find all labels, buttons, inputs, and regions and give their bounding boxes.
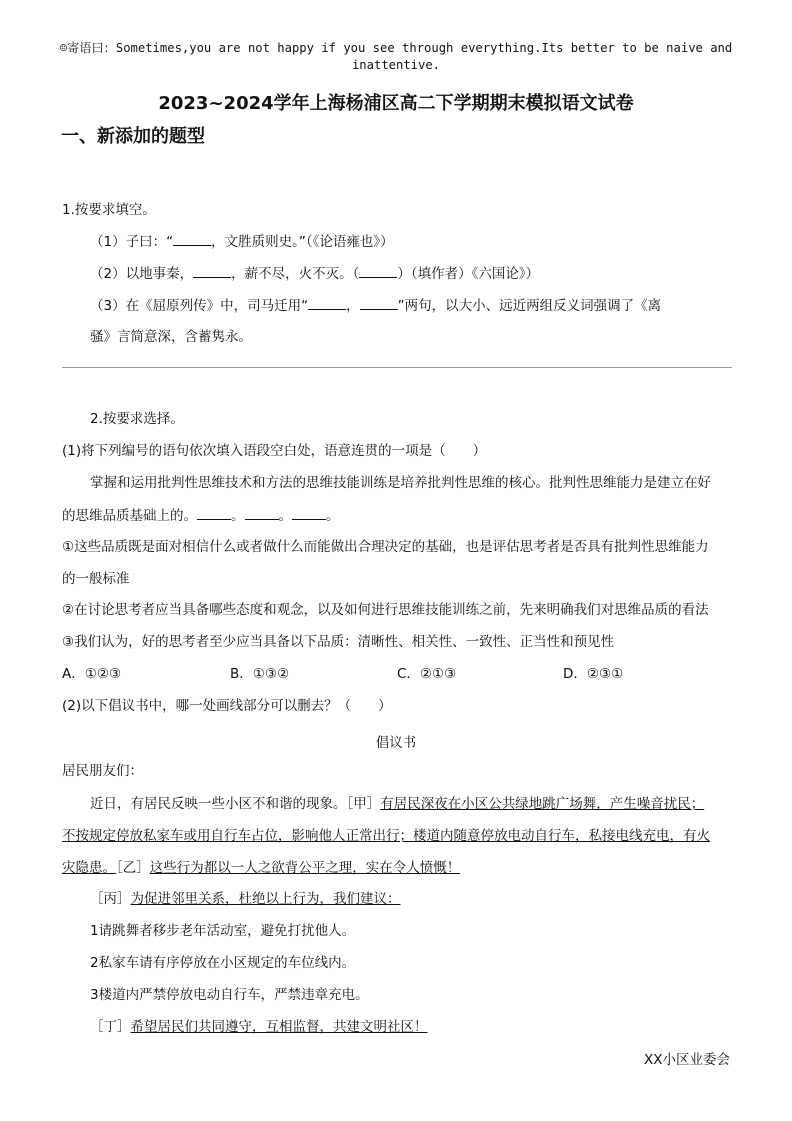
motto-text: ☺寄语曰：Sometimes,you are not happy if you see through everything.Its better to be naive and inattentive.	[59, 41, 733, 72]
q1-item-2: （2）以地事秦， ，薪不尽，火不灭。（ ）（填作者）《六国论》）	[90, 263, 539, 284]
q1-item-3: （3）在《屈原列传》中，司马迁用“ ， ”两句，以大小、远近两组反义词强调了《离	[90, 295, 661, 316]
underlined-text: 不按规定停放私家车或用自行车占位，影响他人正常出行；楼道内随意停放电动自行车，私接电线充电，有火	[62, 828, 710, 844]
letter-greeting: 居民朋友们：	[62, 763, 143, 779]
choice-b[interactable]: B．①③②	[230, 666, 290, 682]
letter-paragraph: ［丁］希望居民们共同遵守，互相监督，共建文明社区！	[90, 1019, 428, 1035]
answer-blank[interactable]	[359, 263, 397, 278]
answer-blank[interactable]	[193, 263, 231, 278]
answer-blank[interactable]	[308, 295, 346, 310]
underlined-text: 希望居民们共同遵守，互相监督，共建文明社区！	[130, 1019, 428, 1035]
underlined-text: 为促进邻里关系，杜绝以上行为，我们建议：	[130, 891, 401, 907]
sentence-option-3: ③我们认为，好的思考者至少应当具备以下品质：清晰性、相关性、一致性、正当性和预见性	[62, 634, 615, 650]
q2-stem: 2.按要求选择。	[90, 411, 184, 427]
divider	[62, 367, 732, 368]
q1-item-1: （1）子曰：“ ，文胜质则史。”（《论语雍也》）	[90, 231, 394, 252]
sentence-option-2: ②在讨论思考者应当具备哪些态度和观念，以及如何进行思维技能训练之前，先来明确我们对思维品质的看法	[62, 602, 709, 618]
underlined-text: 这些行为都以一人之欲背公平之理，实在令人愤慨！	[149, 860, 461, 876]
q2-sub1: (1)将下列编号的语句依次填入语段空白处，语意连贯的一项是（ ）	[62, 443, 487, 459]
letter-title: 倡议书	[375, 735, 417, 751]
letter-paragraph: ［丙］为促进邻里关系，杜绝以上行为，我们建议：	[90, 891, 401, 907]
choice-a[interactable]: A．①②③	[62, 666, 122, 682]
letter-paragraph: 灾隐患。［乙］这些行为都以一人之欲背公平之理，实在令人愤慨！	[62, 860, 461, 876]
suggestion-3: 3楼道内严禁停放电动自行车，严禁违章充电。	[90, 987, 369, 1003]
letter-signature: XX小区业委会	[644, 1052, 730, 1068]
answer-blank[interactable]	[292, 505, 326, 520]
passage-line: 掌握和运用批判性思维技术和方法的思维技能训练是培养批判性思维的核心。批判性思维能力是建立在好	[90, 475, 711, 491]
sentence-option-1: ①这些品质既是面对相信什么或者做什么而能做出合理决定的基础，也是评估思考者是否具有批判性思维能力	[62, 539, 709, 555]
answer-blank[interactable]	[360, 295, 398, 310]
choice-c[interactable]: C．②①③	[397, 666, 457, 682]
page-title: 2023~2024学年上海杨浦区高二下学期期末模拟语文试卷	[158, 93, 634, 114]
q1-item-3-cont: 骚》言简意深，含蓄隽永。	[90, 329, 252, 345]
answer-blank[interactable]	[245, 505, 279, 520]
underlined-text: 有居民深夜在小区公共绿地跳广场舞，产生噪音扰民；	[380, 796, 705, 812]
underlined-text: 灾隐患。	[62, 860, 116, 876]
answer-blank[interactable]	[173, 231, 211, 246]
suggestion-2: 2私家车请有序停放在小区规定的车位线内。	[90, 955, 356, 971]
letter-paragraph: 近日，有居民反映一些小区不和谐的现象。［甲］有居民深夜在小区公共绿地跳广场舞，产生噪音扰民；	[90, 796, 705, 812]
choice-d[interactable]: D．②③①	[563, 666, 624, 682]
suggestion-1: 1请跳舞者移步老年活动室，避免打扰他人。	[90, 923, 356, 939]
answer-blank[interactable]	[197, 505, 231, 520]
passage-line: 的思维品质基础上的。 。 。 。	[62, 505, 340, 526]
q1-stem: 1.按要求填空。	[62, 202, 156, 218]
letter-paragraph	[62, 826, 710, 846]
sentence-option-1-cont: 的一般标准	[62, 571, 130, 587]
section-heading: 一、新添加的题型	[61, 126, 205, 147]
q2-sub2: (2)以下倡议书中，哪一处画线部分可以删去？（ ）	[62, 698, 392, 714]
